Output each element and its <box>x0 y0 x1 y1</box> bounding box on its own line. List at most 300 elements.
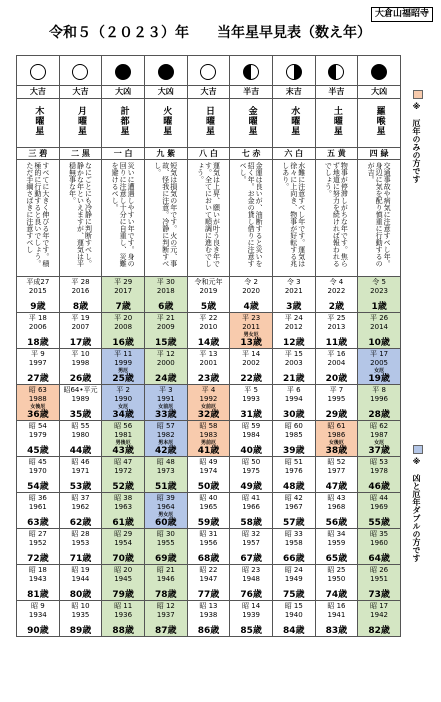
era-label: 昭 30 <box>156 530 175 538</box>
birth-year: 1994 <box>284 395 303 403</box>
era-label: 平 26 <box>370 314 389 322</box>
star-description: すべてに大きく伸びる年です。積極的に行動すると良いでしょう。ただ手綱さばきに注意すべし <box>25 162 50 267</box>
age-value: 90歳 <box>27 626 49 636</box>
era-label: 平 23 <box>242 314 261 322</box>
age-value: 65歳 <box>325 554 348 564</box>
luck-label: 大吉 <box>187 86 230 99</box>
age-cell <box>102 493 145 529</box>
birth-year: 1934 <box>28 611 47 619</box>
yaku-tag: 女厄 <box>374 368 385 374</box>
era-label: 昭 10 <box>71 602 90 610</box>
age-cell <box>358 349 401 385</box>
era-label: 令 2 <box>244 278 258 286</box>
age-cell <box>272 601 315 637</box>
desc-cell <box>187 160 230 277</box>
birth-year: 1990 <box>114 395 133 403</box>
age-cell <box>272 385 315 421</box>
age-value: 10歳 <box>368 338 390 348</box>
era-label: 昭 41 <box>242 494 261 502</box>
era-label: 昭 38 <box>114 494 133 502</box>
age-cell <box>187 565 230 601</box>
birth-year: 1966 <box>242 503 261 511</box>
kyusei-label: 二 黒 <box>59 148 102 160</box>
age-value: 22歳 <box>240 374 262 384</box>
age-value: 80歳 <box>69 590 92 600</box>
yaku-tag: 女後厄 <box>328 440 344 446</box>
age-value: 77歳 <box>197 590 220 600</box>
moon-cell <box>272 56 315 86</box>
age-value: 18歳 <box>27 338 49 348</box>
era-label: 平 7 <box>329 386 344 394</box>
age-value: 26歳 <box>69 374 92 384</box>
birth-year: 1987 <box>370 431 388 439</box>
star-name: 計都星 <box>118 106 129 136</box>
birth-year: 1938 <box>199 611 218 619</box>
lhalf-moon-icon <box>328 64 344 80</box>
age-cell <box>187 349 230 385</box>
era-label: 平 9 <box>30 350 45 358</box>
birth-year: 2007 <box>71 323 90 331</box>
birth-year: 1953 <box>71 539 90 547</box>
age-cell <box>358 601 401 637</box>
age-value: 13歳 <box>240 338 262 348</box>
age-value: 33歳 <box>155 410 177 420</box>
star-description: 災いに遭遇しやすい年です。身の回りに注意し十分に自重し、災難を避けるべし。 <box>111 162 136 267</box>
age-value: 66歳 <box>283 554 305 564</box>
age-cell <box>17 493 60 529</box>
age-value: 14歳 <box>197 338 220 348</box>
age-cell <box>144 565 187 601</box>
era-label: 昭 53 <box>370 458 389 466</box>
age-cell <box>144 349 187 385</box>
age-value: 35歳 <box>69 410 92 420</box>
age-cell <box>315 529 358 565</box>
age-value: 4歳 <box>243 302 259 312</box>
era-label: 昭 32 <box>242 530 261 538</box>
full-moon-icon <box>30 64 46 80</box>
age-cell <box>272 277 315 313</box>
age-value: 72歳 <box>27 554 49 564</box>
age-value: 25歳 <box>112 374 134 384</box>
age-cell <box>59 601 102 637</box>
era-label: 昭 40 <box>199 494 218 502</box>
birth-year: 1964 <box>156 503 175 511</box>
yaku-tag: 男後厄 <box>115 440 131 446</box>
age-cell <box>17 277 60 313</box>
full-moon-icon <box>200 64 216 80</box>
era-label: 昭 49 <box>199 458 218 466</box>
birth-year: 1991 <box>156 395 175 403</box>
age-value: 59歳 <box>197 518 220 528</box>
age-value: 67歳 <box>240 554 262 564</box>
birth-year: 1980 <box>71 431 90 439</box>
age-cell <box>59 457 102 493</box>
age-cell <box>230 601 273 637</box>
yaku-tag: 女前厄 <box>158 404 174 410</box>
age-value: 61歳 <box>112 518 134 528</box>
age-value: 16歳 <box>112 338 134 348</box>
age-cell <box>315 457 358 493</box>
birth-year: 1971 <box>71 467 90 475</box>
birth-year: 2003 <box>284 359 303 367</box>
legend-swatch-blue <box>413 445 423 454</box>
age-cell <box>102 565 145 601</box>
kyusei-label: 五 黄 <box>315 148 358 160</box>
age-cell <box>59 493 102 529</box>
birth-year: 2012 <box>284 323 303 331</box>
age-value: 52歳 <box>112 482 134 492</box>
birth-year: 1967 <box>284 503 303 511</box>
era-label: 昭 31 <box>199 530 218 538</box>
birth-year: 2005 <box>370 359 388 367</box>
star-cell <box>230 99 273 148</box>
birth-year: 1976 <box>284 467 303 475</box>
era-label: 昭 33 <box>284 530 303 538</box>
table-row <box>17 313 401 349</box>
age-value: 44歳 <box>69 446 92 456</box>
age-value: 19歳 <box>368 374 390 384</box>
table-row <box>17 349 401 385</box>
age-value: 37歳 <box>368 446 390 456</box>
era-label: 令 5 <box>372 278 386 286</box>
birth-year: 2010 <box>199 323 218 331</box>
age-value: 5歳 <box>200 302 217 312</box>
birth-year: 1952 <box>28 539 47 547</box>
birth-year: 2015 <box>28 287 47 295</box>
age-value: 1歳 <box>371 302 387 312</box>
age-value: 83歳 <box>325 626 348 636</box>
age-value: 12歳 <box>283 338 305 348</box>
era-label: 昭 45 <box>28 458 47 466</box>
age-cell <box>17 421 60 457</box>
era-label: 令和元年 <box>194 278 223 286</box>
star-cell <box>315 99 358 148</box>
age-value: 24歳 <box>155 374 177 384</box>
birth-year: 2000 <box>156 359 175 367</box>
age-value: 15歳 <box>155 338 177 348</box>
era-label: 昭 57 <box>156 422 175 430</box>
star-name: 金曜星 <box>246 106 257 136</box>
age-value: 21歳 <box>283 374 305 384</box>
kyusei-label: 九 紫 <box>144 148 187 160</box>
age-cell <box>17 313 60 349</box>
table-row <box>17 601 401 637</box>
era-label: 昭 17 <box>370 602 389 610</box>
age-cell <box>272 529 315 565</box>
age-cell <box>358 457 401 493</box>
era-label: 昭 18 <box>28 566 47 574</box>
era-label: 昭 21 <box>156 566 175 574</box>
age-value: 76歳 <box>240 590 262 600</box>
birth-year: 1957 <box>242 539 261 547</box>
era-label: 令 4 <box>329 278 344 286</box>
age-cell <box>358 277 401 313</box>
age-value: 89歳 <box>69 626 92 636</box>
age-cell <box>144 277 187 313</box>
era-label: 昭 13 <box>199 602 218 610</box>
era-label: 昭 52 <box>327 458 346 466</box>
age-cell <box>272 421 315 457</box>
era-label: 昭 54 <box>28 422 47 430</box>
age-cell <box>315 349 358 385</box>
luck-label: 大凶 <box>358 86 401 99</box>
era-label: 昭 22 <box>199 566 218 574</box>
age-value: 71歳 <box>69 554 92 564</box>
birth-year: 1989 <box>71 395 90 403</box>
birth-year: 1996 <box>370 395 388 403</box>
birth-year: 1992 <box>199 395 218 403</box>
age-value: 55歳 <box>368 518 390 528</box>
yaku-tag: 女厄 <box>118 404 129 410</box>
star-name: 羅喉星 <box>374 106 385 136</box>
era-label: 昭 56 <box>114 422 133 430</box>
age-cell <box>358 565 401 601</box>
era-label: 昭 47 <box>114 458 133 466</box>
age-value: 84歳 <box>283 626 305 636</box>
age-value: 78歳 <box>155 590 177 600</box>
luck-label: 末吉 <box>272 86 315 99</box>
birth-year: 1968 <box>327 503 346 511</box>
age-value: 39歳 <box>283 446 305 456</box>
age-value: 86歳 <box>197 626 220 636</box>
birth-year: 2018 <box>156 287 175 295</box>
moon-cell <box>358 56 401 86</box>
era-label: 昭 28 <box>71 530 90 538</box>
era-label: 昭 19 <box>71 566 90 574</box>
age-value: 43歳 <box>112 446 134 456</box>
era-label: 昭 23 <box>242 566 261 574</box>
yaku-tag: 男前厄 <box>200 440 216 446</box>
age-value: 47歳 <box>325 482 348 492</box>
star-name: 月曜星 <box>75 106 86 136</box>
age-cell <box>272 349 315 385</box>
era-label: 昭 43 <box>327 494 346 502</box>
age-value: 32歳 <box>197 410 220 420</box>
birth-year: 1963 <box>114 503 133 511</box>
age-cell <box>315 493 358 529</box>
age-value: 81歳 <box>27 590 49 600</box>
era-label: 昭 12 <box>156 602 175 610</box>
star-description: 物事が停滞しがちな年です。焦らず地道に努力を続ければ報われるでしょう。 <box>324 162 349 267</box>
age-value: 6歳 <box>158 302 174 312</box>
age-value: 75歳 <box>283 590 305 600</box>
age-cell <box>59 565 102 601</box>
birth-year: 1972 <box>114 467 133 475</box>
birth-year: 1981 <box>114 431 133 439</box>
age-value: 69歳 <box>155 554 177 564</box>
legend-swatch-orange <box>413 90 423 99</box>
age-cell <box>230 277 273 313</box>
age-value: 41歳 <box>197 446 220 456</box>
star-description: 短気は損気の年です。火の元、事故、怪我に注意。冷静に判断すべし。 <box>153 162 178 267</box>
age-value: 82歳 <box>368 626 390 636</box>
birth-year: 1958 <box>284 539 303 547</box>
age-cell <box>187 493 230 529</box>
yaku-tag: 男女厄 <box>243 332 259 338</box>
age-cell <box>230 313 273 349</box>
legend-yaku-only-text: ※ 厄年のみの方です <box>412 102 421 183</box>
birth-year: 1948 <box>242 575 261 583</box>
age-cell <box>102 457 145 493</box>
birth-year: 1975 <box>242 467 261 475</box>
age-cell <box>315 313 358 349</box>
birth-year: 1950 <box>327 575 346 583</box>
birth-year: 1943 <box>28 575 47 583</box>
moon-cell <box>59 56 102 86</box>
birth-year: 2019 <box>199 287 218 295</box>
birth-year: 1984 <box>242 431 261 439</box>
age-value: 60歳 <box>155 518 177 528</box>
birth-year: 1997 <box>28 359 47 367</box>
new-moon-icon <box>158 64 174 80</box>
star-description: 運気は上昇、願いが叶う良き年です。全てにおいて順調に進むでしょう。 <box>196 162 221 267</box>
birth-year: 2002 <box>242 359 261 367</box>
birth-year: 2023 <box>370 287 388 295</box>
desc-cell <box>17 160 60 277</box>
era-label: 平 13 <box>199 350 218 358</box>
birth-year: 1947 <box>199 575 218 583</box>
era-label: 昭 35 <box>370 530 389 538</box>
age-value: 46歳 <box>368 482 390 492</box>
kyusei-label: 八 白 <box>187 148 230 160</box>
birth-year: 1973 <box>156 467 175 475</box>
age-value: 57歳 <box>283 518 305 528</box>
age-value: 8歳 <box>72 302 89 312</box>
era-label: 平 25 <box>327 314 346 322</box>
age-value: 38歳 <box>325 446 348 456</box>
age-cell <box>315 421 358 457</box>
star-cell <box>358 99 401 148</box>
desc-cell <box>272 160 315 277</box>
age-cell <box>102 313 145 349</box>
age-cell <box>187 421 230 457</box>
birth-year: 1945 <box>114 575 133 583</box>
age-value: 42歳 <box>155 446 177 456</box>
age-cell <box>358 529 401 565</box>
birth-year: 1941 <box>327 611 346 619</box>
desc-cell <box>230 160 273 277</box>
star-cell <box>144 99 187 148</box>
age-value: 62歳 <box>69 518 92 528</box>
birth-year: 1944 <box>71 575 90 583</box>
era-label: 昭 36 <box>28 494 47 502</box>
birth-year: 1979 <box>28 431 47 439</box>
age-cell <box>187 313 230 349</box>
era-label: 平 30 <box>156 278 175 286</box>
birth-year: 1935 <box>71 611 90 619</box>
luck-label: 大吉 <box>17 86 60 99</box>
age-cell <box>315 277 358 313</box>
kyusei-label: 四 緑 <box>358 148 401 160</box>
era-label: 昭 29 <box>114 530 133 538</box>
star-name: 土曜星 <box>331 106 342 136</box>
age-cell <box>358 313 401 349</box>
birth-year: 2004 <box>327 359 346 367</box>
moon-cell <box>144 56 187 86</box>
age-value: 7歳 <box>115 302 131 312</box>
age-cell <box>144 385 187 421</box>
age-value: 88歳 <box>112 626 134 636</box>
age-cell <box>102 277 145 313</box>
age-value: 23歳 <box>197 374 220 384</box>
birth-year: 2006 <box>28 323 47 331</box>
birth-year: 1978 <box>370 467 388 475</box>
era-label: 平 20 <box>114 314 133 322</box>
era-label: 昭64•平元 <box>63 386 98 394</box>
age-cell <box>17 349 60 385</box>
birth-year: 2013 <box>327 323 346 331</box>
age-value: 50歳 <box>197 482 220 492</box>
star-cell <box>102 99 145 148</box>
era-label: 平 11 <box>114 350 133 358</box>
birth-year: 1993 <box>242 395 261 403</box>
age-value: 9歳 <box>30 302 46 312</box>
table-row <box>17 493 401 529</box>
age-value: 49歳 <box>240 482 262 492</box>
birth-year: 2017 <box>114 287 133 295</box>
age-cell <box>59 385 102 421</box>
era-label: 昭 27 <box>28 530 47 538</box>
birth-year: 1999 <box>114 359 133 367</box>
age-cell <box>187 529 230 565</box>
era-label: 平 12 <box>156 350 175 358</box>
age-value: 74歳 <box>325 590 348 600</box>
table-row <box>17 421 401 457</box>
birth-year: 1946 <box>156 575 175 583</box>
age-cell <box>17 529 60 565</box>
era-label: 昭 61 <box>327 422 346 430</box>
age-cell <box>144 457 187 493</box>
age-cell <box>230 529 273 565</box>
era-label: 平 8 <box>372 386 386 394</box>
age-cell <box>59 349 102 385</box>
age-value: 11歳 <box>325 338 348 348</box>
age-cell <box>315 601 358 637</box>
desc-cell <box>315 160 358 277</box>
yaku-tag: 女厄 <box>374 440 385 446</box>
era-label: 平 14 <box>242 350 261 358</box>
birth-year: 1988 <box>28 395 47 403</box>
rhalf-moon-icon <box>286 64 302 80</box>
age-cell <box>17 385 60 421</box>
star-table <box>16 55 401 637</box>
birth-year: 1998 <box>71 359 90 367</box>
age-cell <box>102 385 145 421</box>
luck-label: 大吉 <box>59 86 102 99</box>
birth-year: 1982 <box>156 431 175 439</box>
age-cell <box>144 529 187 565</box>
luck-label: 大凶 <box>102 86 145 99</box>
birth-year: 1977 <box>327 467 346 475</box>
age-value: 40歳 <box>240 446 262 456</box>
birth-year: 1995 <box>327 395 346 403</box>
birth-year: 1959 <box>327 539 346 547</box>
era-label: 平 17 <box>370 350 389 358</box>
age-value: 51歳 <box>155 482 177 492</box>
era-label: 昭 55 <box>71 422 90 430</box>
kyusei-label: 三 碧 <box>17 148 60 160</box>
age-cell <box>358 421 401 457</box>
age-cell <box>230 385 273 421</box>
birth-year: 1986 <box>327 431 346 439</box>
birth-year: 1937 <box>156 611 175 619</box>
age-value: 79歳 <box>112 590 134 600</box>
age-cell <box>272 457 315 493</box>
birth-year: 1951 <box>370 575 388 583</box>
era-label: 昭 44 <box>370 494 389 502</box>
birth-year: 2016 <box>71 287 90 295</box>
era-label: 平 19 <box>71 314 90 322</box>
